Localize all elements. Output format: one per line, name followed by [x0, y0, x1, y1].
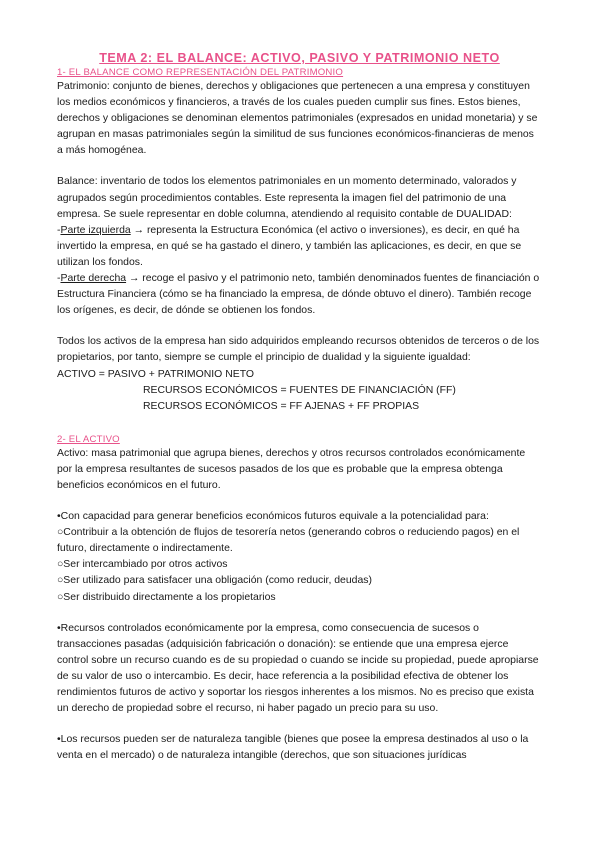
list-item: ○Contribuir a la obtención de flujos de tesorería netos (generando cobros o reduciendo pagos) en el futuro, directamente o indirectamente.: [57, 527, 520, 555]
balance-paragraph: Balance: inventario de todos los elementos patrimoniales en un momento determinado, valorados y agrupados según procedimientos contables. Este representa la imagen fiel del patrimonio de una empresa. Se suele representar en doble columna, atendiendo al requisito contable de DUALIDAD:: [57, 176, 517, 220]
equation-recursos-ff: RECURSOS ECONÓMICOS = FUENTES DE FINANCIACIÓN (FF): [143, 384, 456, 396]
list-item: ○Ser intercambiado por otros activos: [57, 559, 228, 571]
activo-paragraph: Activo: masa patrimonial que agrupa bienes, derechos y otros recursos controlados económicamente por la empresa resultantes de sucesos pasados de los que es probable que la empresa obtenga beneficios económicos en el futuro.: [57, 447, 526, 491]
left-side-paragraph: -Parte izquierda → representa la Estructura Económica (el activo o inversiones), es decir, en qué ha invertido la empresa, en qué se ha gastado el dinero, y también las aplicaciones, es decir, en que se utilizan los fondos.: [57, 224, 522, 268]
equation-activo: ACTIVO = PASIVO + PATRIMONIO NETO: [57, 368, 254, 380]
list-item: ○Ser distribuido directamente a los propietarios: [57, 591, 276, 603]
recursos-paragraph: •Recursos controlados económicamente por la empresa, como consecuencia de sucesos o transacciones pasadas (adquisición fabricación o donación): se entiende que una empresa ejerce control sobre un recurso cuando es de su propiedad o cuando se incide su propiedad, puede apropiarse de su valor de uso o intercambio. Es decir, hace referencia a la posibilidad efectiva de obtener los rendimientos futuros de activo y soportar los riesgos inherentes a los mismos. No es preciso que exista un derecho de propiedad sobre el recurso, ni haber pagado un precio para su uso.: [57, 622, 539, 715]
right-side-label: Parte derecha: [60, 273, 127, 285]
list-item: ○Ser utilizado para satisfacer una obligación (como reducir, deudas): [57, 575, 372, 587]
document-title: TEMA 2: EL BALANCE: ACTIVO, PASIVO Y PATRIMONIO NETO: [99, 51, 500, 65]
section-1-heading: 1- EL BALANCE COMO REPRESENTACIÓN DEL PATRIMONIO: [57, 67, 344, 78]
dualidad-paragraph: Todos los activos de la empresa han sido adquiridos empleando recursos obtenidos de terceros o de los propietarios, por tanto, siempre se cumple el principio de dualidad y la siguiente igualdad:: [57, 336, 540, 364]
patrimonio-paragraph: Patrimonio: conjunto de bienes, derechos y obligaciones que pertenecen a una empresa y constituyen los medios económicos y financieros, a través de los cuales pueden cumplir sus fines. Estos bienes, derechos y obligaciones se denominan elementos patrimoniales (expresados en unidad monetaria) y se agrupan en masas patrimoniales según la similitud de sus funciones económicos-financieras de menos a más homogénea.: [57, 81, 538, 157]
right-side-paragraph: -Parte derecha → recoge el pasivo y el patrimonio neto, también denominados fuentes de financiación o Estructura Financiera (cómo se ha financiado la empresa, de dónde obtuvo el dinero). También recoge los orígenes, es decir, de dónde se obtienen los fondos.: [57, 273, 540, 317]
left-side-text: → representa la Estructura Económica (el activo o inversiones), es decir, en qué ha invertido la empresa, en qué se ha gastado el dinero, y también las aplicaciones, es decir, en que se utilizan los fondos.: [57, 224, 522, 268]
equation-recursos-ajenas: RECURSOS ECONÓMICOS = FF AJENAS + FF PROPIAS: [143, 400, 420, 412]
left-side-label: Parte izquierda: [60, 224, 131, 236]
capacidad-paragraph: •Con capacidad para generar beneficios económicos futuros equivale a la potencialidad para:: [57, 511, 489, 523]
section-2-heading: 2- EL ACTIVO: [57, 433, 120, 445]
right-side-text: → recoge el pasivo y el patrimonio neto, también denominados fuentes de financiación o Estructura Financiera (cómo se ha financiado la empresa, de dónde obtuvo el dinero). También recoge los orígenes, es decir, de dónde se obtienen los fondos.: [57, 273, 540, 317]
naturaleza-paragraph: •Los recursos pueden ser de naturaleza tangible (bienes que posee la empresa destinados al uso o la venta en el mercado) o de naturaleza intangible (derechos, que son situaciones jurídicas: [57, 734, 529, 762]
